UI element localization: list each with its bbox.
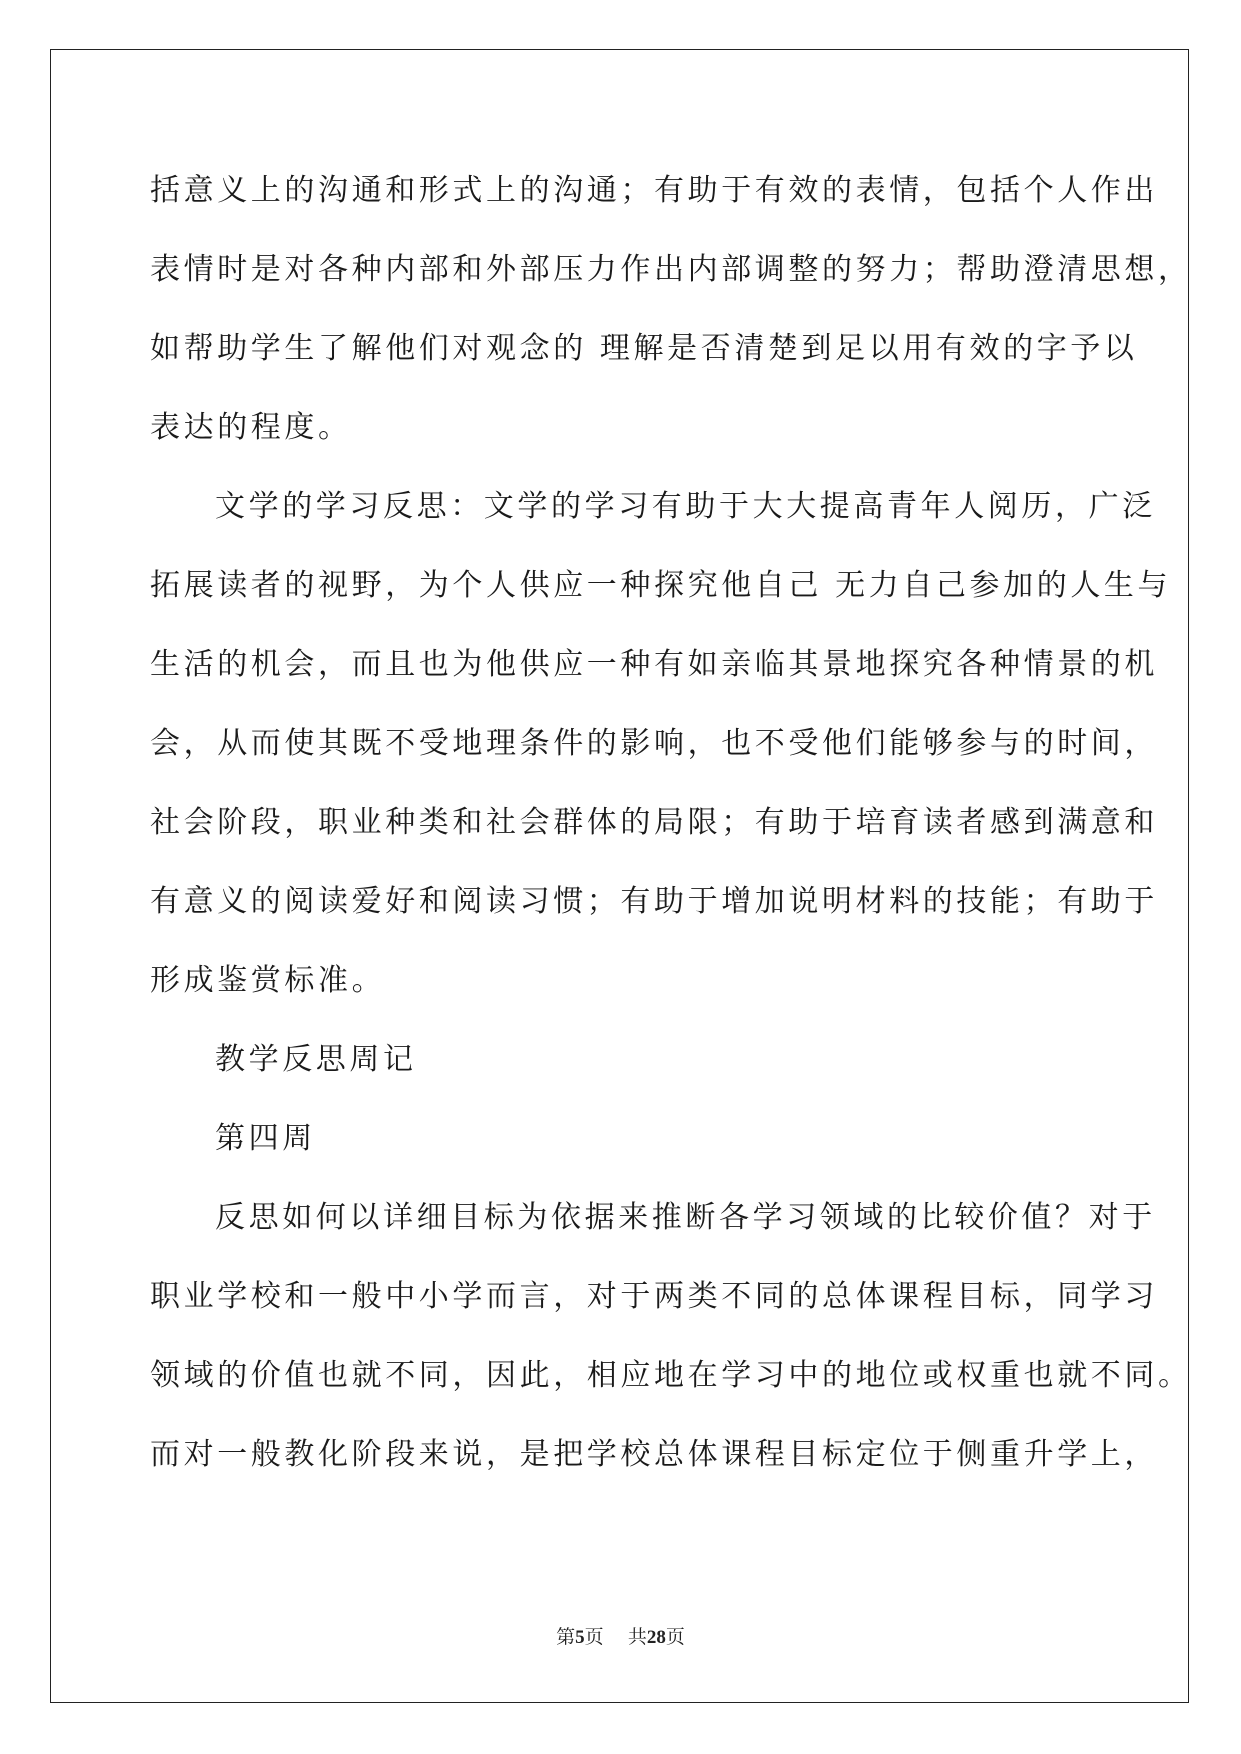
- text-line: 领域的价值也就不同，因此，相应地在学习中的地位或权重也就不同。: [150, 1358, 1192, 1393]
- paragraph-start-line: 文学的学习反思：文学的学习有助于大大提高青年人阅历，广泛: [215, 489, 1156, 524]
- text-line: 有意义的阅读爱好和阅读习惯；有助于增加说明材料的技能；有助于: [150, 884, 1158, 919]
- page-footer: [0, 1622, 1241, 1649]
- total-prefix: 共: [627, 1626, 647, 1648]
- text-line: 生活的机会，而且也为他供应一种有如亲临其景地探究各种情景的机: [150, 647, 1158, 682]
- text-line: 职业学校和一般中小学而言，对于两类不同的总体课程目标，同学习: [150, 1279, 1158, 1314]
- page-number: 5: [575, 1627, 585, 1648]
- paragraph-start-line: 反思如何以详细目标为依据来推断各学习领域的比较价值？对于: [215, 1200, 1156, 1235]
- week-heading: 第四周: [215, 1121, 316, 1156]
- text-line: 如帮助学生了解他们对观念的 理解是否清楚到足以用有效的字予以: [150, 331, 1138, 366]
- total-suffix: 页: [665, 1626, 685, 1648]
- text-line: 表情时是对各种内部和外部压力作出内部调整的努力；帮助澄清思想，: [150, 252, 1192, 287]
- text-line: 而对一般教化阶段来说，是把学校总体课程目标定位于侧重升学上，: [150, 1437, 1158, 1472]
- text-line: 括意义上的沟通和形式上的沟通；有助于有效的表情，包括个人作出: [150, 173, 1158, 208]
- page-suffix: 页: [584, 1626, 604, 1648]
- text-line: 社会阶段，职业种类和社会群体的局限；有助于培育读者感到满意和: [150, 805, 1158, 840]
- section-heading: 教学反思周记: [215, 1042, 417, 1077]
- total-pages: 28: [646, 1627, 666, 1648]
- text-line: 形成鉴赏标准。: [150, 963, 386, 998]
- text-line: 表达的程度。: [150, 410, 352, 445]
- text-line: 拓展读者的视野，为个人供应一种探究他自己 无力自己参加的人生与: [150, 568, 1172, 603]
- text-line: 会，从而使其既不受地理条件的影响，也不受他们能够参与的时间，: [150, 726, 1158, 761]
- page-prefix: 第: [556, 1626, 576, 1648]
